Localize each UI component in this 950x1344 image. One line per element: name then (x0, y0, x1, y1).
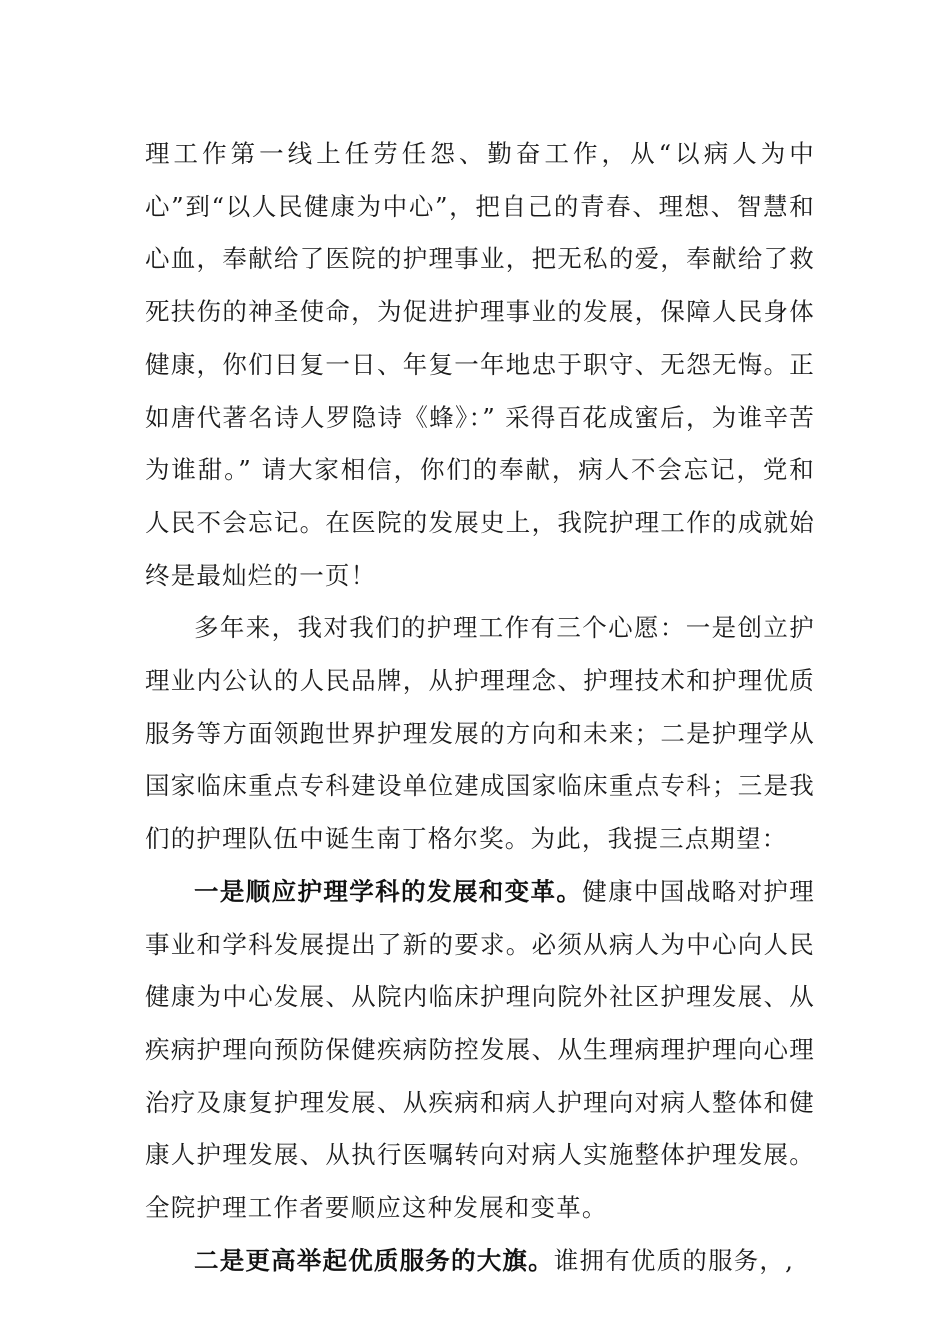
paragraph-expectation-two (145, 1235, 815, 1288)
paragraph-lead-heading: 一是顺应护理学科的发展和变革。 (194, 876, 583, 906)
paragraph-text: 健康中国战略对护理事业和学科发展提出了新的要求。必须从病人为中心向人民健康为中心发展、从院内临床护理向院外社区护理发展、从疾病护理向预防保健疾病防控发展、从生理病理护理向心理治疗及康复护理发展、从疾病和病人护理向对病人整体和健康人护理发展、从执行医嘱转向对病人实施整体护理发展。全院护理工作者要顺应这种发展和变革。 (145, 876, 815, 1223)
paragraph-text: 谁拥有优质的服务，, (553, 1245, 795, 1275)
paragraph-expectation-one (145, 866, 815, 1235)
paragraph-three-wishes (145, 602, 815, 866)
paragraph-lead-heading: 二是更高举起优质服务的大旗。 (194, 1245, 554, 1275)
paragraph-text: 多年来，我对我们的护理工作有三个心愿：一是创立护理业内公认的人民品牌，从护理理念、护理技术和护理优质服务等方面领跑世界护理发展的方向和未来；二是护理学从国家临床重点专科建设单位建成国家临床重点专科；三是我们的护理队伍中诞生南丁格尔奖。为此，我提三点期望： (145, 613, 815, 854)
document-body (145, 128, 815, 1287)
paragraph-text: 理工作第一线上任劳任怨、勤奋工作，从“以病人为中心”到“以人民健康为中心”，把自己的青春、理想、智慧和心血，奉献给了医院的护理事业，把无私的爱，奉献给了救死扶伤的神圣使命，为促进护理事业的发展，保障人民身体健康，你们日复一日、年复一年地忠于职守、无怨无悔。正如唐代著名诗人罗隐诗《蜂》：” 采得百花成蜜后，为谁辛苦为谁甜。” 请大家相信，你们的奉献，病人不会忘记，党和人民不会忘记。在医院的发展史上，我院护理工作的成就始终是最灿烂的一页！ (145, 139, 815, 590)
paragraph-continuation (145, 128, 815, 602)
